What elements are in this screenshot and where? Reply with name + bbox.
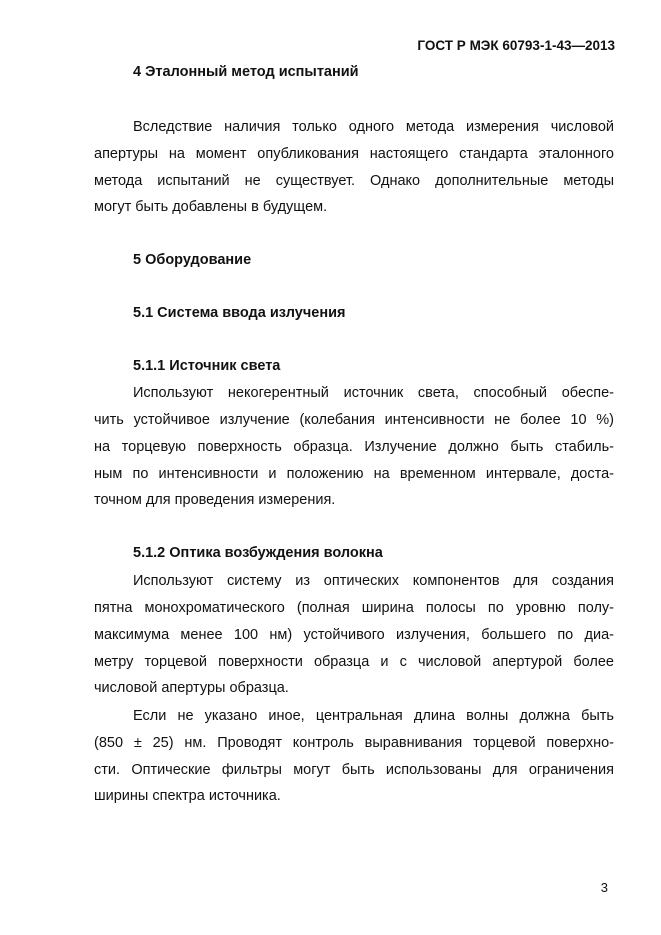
section-5-1-2-line: (850 ± 25) нм. Проводят контроль выравнивания торцевой поверхно-: [94, 735, 614, 751]
section-5-1-1-line: чить устойчивое излучение (колебания интенсивности не более 10 %): [94, 412, 614, 428]
section-5-1-1-line: точном для проведения измерения.: [94, 492, 336, 508]
section-4-heading: 4 Эталонный метод испытаний: [133, 64, 359, 80]
section-5-1-2-line: числовой апертуры образца.: [94, 680, 289, 696]
section-5-1-2-line: ширины спектра источника.: [94, 788, 281, 804]
section-5-1-2-line: пятна монохроматического (полная ширина полосы по уровню полу-: [94, 600, 614, 616]
section-5-1-2-line: метру торцевой поверхности образца и с числовой апертурой более: [94, 654, 614, 670]
section-5-1-2-line: сти. Оптические фильтры могут быть использованы для ограничения: [94, 762, 614, 778]
section-4-line: апертуры на момент опубликования настоящего стандарта эталонного: [94, 146, 614, 162]
section-4-line: метода испытаний не существует. Однако дополнительные методы: [94, 173, 614, 189]
section-5-1-2-line: Используют систему из оптических компонентов для создания: [133, 573, 614, 589]
section-5-1-2-heading: 5.1.2 Оптика возбуждения волокна: [133, 545, 383, 561]
section-5-1-1-heading: 5.1.1 Источник света: [133, 358, 281, 374]
section-5-1-1-line: Используют некогерентный источник света, способный обеспе-: [133, 385, 614, 401]
section-5-heading: 5 Оборудование: [133, 252, 252, 268]
section-5-1-heading: 5.1 Система ввода излучения: [133, 305, 346, 321]
section-4-line: Вследствие наличия только одного метода измерения числовой: [133, 119, 614, 135]
section-5-1-2-line: максимума менее 100 нм) устойчивого излучения, большего по диа-: [94, 627, 614, 643]
document-code: ГОСТ Р МЭК 60793-1-43—2013: [417, 38, 615, 53]
section-5-1-2-line: Если не указано иное, центральная длина волны должна быть: [133, 708, 614, 724]
page-number: 3: [600, 880, 608, 895]
section-4-line: могут быть добавлены в будущем.: [94, 199, 328, 215]
section-5-1-1-line: ным по интенсивности и положению на временном интервале, доста-: [94, 466, 614, 482]
section-5-1-1-line: на торцевую поверхность образца. Излучение должно быть стабиль-: [94, 439, 614, 455]
